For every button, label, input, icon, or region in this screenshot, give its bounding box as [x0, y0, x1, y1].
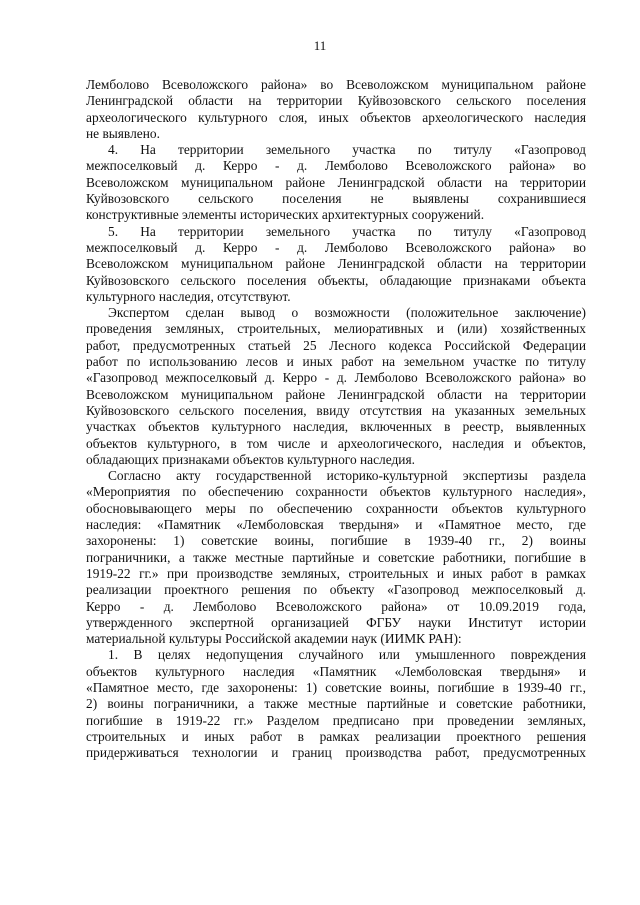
text-line: Куйвозовского сельского поселения не выявлены сохранившиеся [86, 191, 586, 207]
text-line: культурного наследия, отсутствуют. [86, 288, 291, 304]
document-body [86, 77, 586, 761]
text-line: Всеволожском муниципальном районе Ленинградской области на территории [86, 174, 586, 190]
text-line: придерживаться технологии и границ производства работ, предусмотренных [86, 745, 586, 761]
text-line: проведения земляных, строительных, мелиоративных и (или) хозяйственных [86, 321, 586, 337]
text-line: Куйвозовского сельского поселения, ввиду отсутствия на указанных земельных [86, 402, 586, 418]
text-line: наследия: «Памятник «Лемболовская твердыня» и «Памятное место, где [86, 517, 586, 533]
text-line: пограничники, а также местные партийные и советские работники, погибшие в [86, 549, 586, 565]
text-line: погибшие в 1919-22 гг.» Разделом предписано при проведении земляных, [86, 712, 586, 728]
text-line: 1919-22 гг.» при производстве земляных, строительных и иных работ в рамках [86, 565, 586, 581]
text-line: Куйвозовского сельского поселения объекты, обладающие признаками объекта [86, 272, 586, 288]
text-line: не выявлено. [86, 125, 160, 141]
text-line: материальной культуры Российской академии наук (ИИМК РАН): [86, 631, 462, 647]
text-line: Всеволожском муниципальном районе Ленинградской области на территории [86, 256, 586, 272]
text-line: «Газопровод межпоселковый д. Керро - д. Лемболово Всеволожского района» во [86, 370, 586, 386]
text-line: 2) воины пограничники, а также местные партийные и советские работники, [86, 696, 586, 712]
text-line: «Мероприятия по обеспечению сохранности объектов культурного наследия», [86, 484, 586, 500]
text-line: археологического культурного слоя, иных объектов археологического наследия [86, 109, 586, 125]
page-number: 11 [313, 38, 327, 53]
text-line: реализации проектного решения по объекту «Газопровод межпоселковый д. [86, 582, 586, 598]
text-line: Лемболово Всеволожского района» во Всеволожском муниципальном районе [86, 77, 586, 92]
text-line: межпоселковый д. Керро - д. Лемболово Всеволожского района» во [86, 158, 586, 174]
text-line: работ, предусмотренных статьей 25 Лесного кодекса Российской Федерации [86, 337, 586, 353]
text-line: участках объектов культурного наследия, включенных в реестр, выявленных [86, 419, 586, 435]
text-line: утвержденного экспертной организацией ФГБУ науки Институт истории [86, 614, 586, 630]
text-line: объектов культурного, в том числе и археологического, наследия и объектов, [86, 435, 586, 451]
text-line: Экспертом сделан вывод о возможности (положительное заключение) [108, 305, 586, 321]
text-line: 5. На территории земельного участка по титулу «Газопровод [108, 223, 586, 239]
text-line: Ленинградской области на территории Куйвозовского сельского поселения [86, 93, 586, 109]
text-line: работ по использованию лесов и иных работ на земельном участке по титулу [86, 354, 586, 370]
text-line: 4. На территории земельного участка по титулу «Газопровод [108, 142, 586, 158]
text-line: объектов культурного наследия «Памятник «Лемболовская твердыня» и [86, 663, 586, 679]
text-line: межпоселковый д. Керро - д. Лемболово Всеволожского района» во [86, 239, 586, 255]
text-line: строительных и иных работ в рамках реализации проектного решения [86, 728, 586, 744]
text-line: конструктивные элементы исторических архитектурных сооружений. [86, 207, 485, 223]
text-line: 1. В целях недопущения случайного или умышленного повреждения [108, 647, 586, 663]
text-line: «Памятное место, где захоронены: 1) советские воины, погибшие в 1939-40 гг., [86, 679, 586, 695]
text-line: обосновывающего меры по обеспечению сохранности объектов культурного [86, 500, 586, 516]
text-line: Согласно акту государственной историко-культурной экспертизы раздела [108, 468, 586, 484]
text-line: обладающих признаками объектов культурного наследия. [86, 451, 415, 467]
text-line: захоронены: 1) советские воины, погибшие в 1939-40 гг., 2) воины [86, 533, 586, 549]
text-line: Керро - д. Лемболово Всеволожского района» от 10.09.2019 года, [86, 598, 586, 614]
text-line: Всеволожском муниципальном районе Ленинградской области на территории [86, 386, 586, 402]
